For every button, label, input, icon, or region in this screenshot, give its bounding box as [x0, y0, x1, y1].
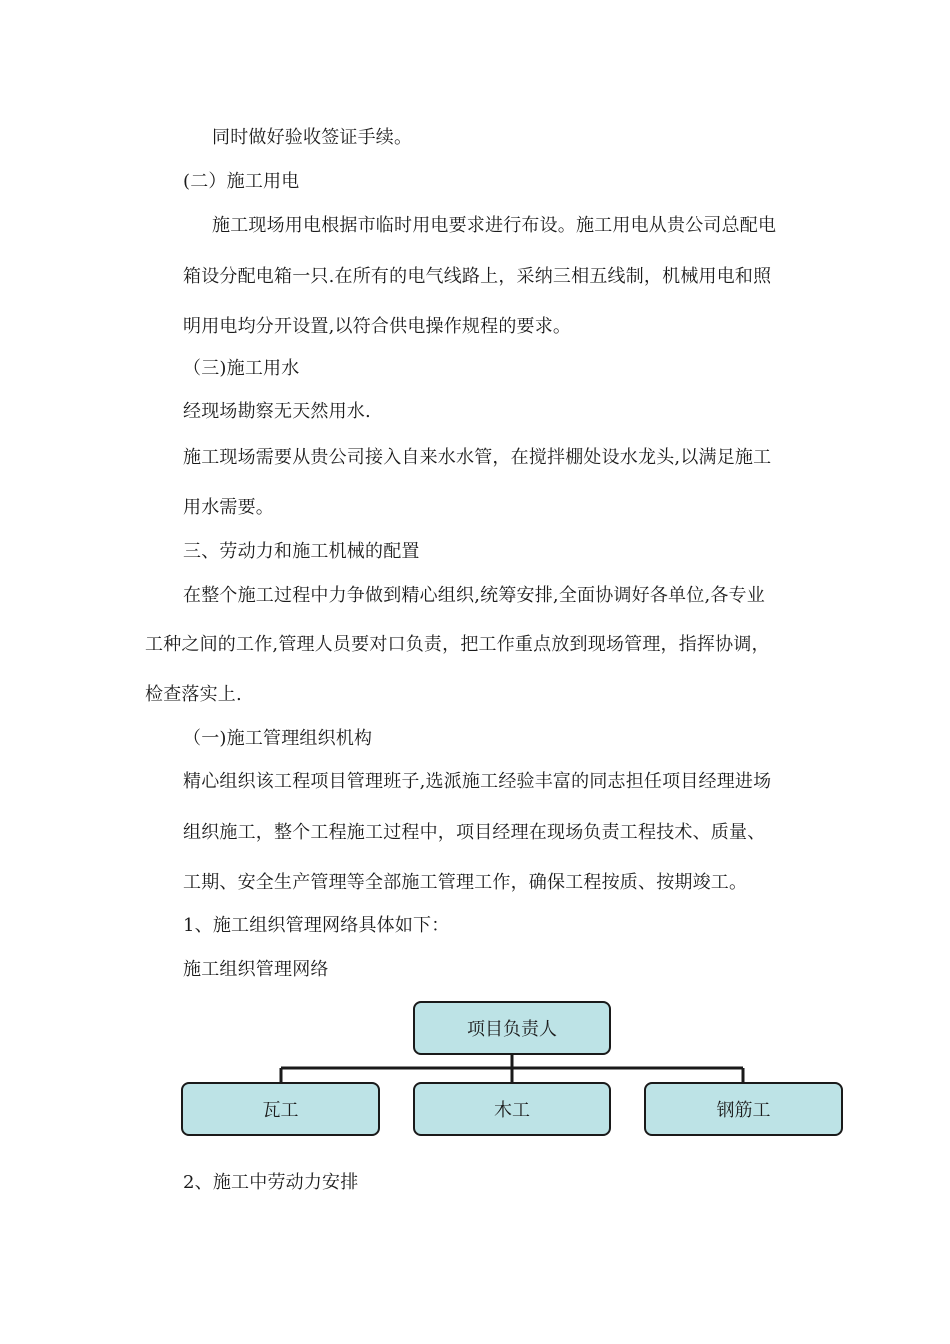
paragraph-line: 组织施工，整个工程施工过程中，项目经理在现场负责工程技术、质量、 — [183, 822, 766, 843]
org-node-child — [413, 1082, 611, 1136]
org-node-child — [644, 1082, 843, 1136]
paragraph-line: 工期、安全生产管理等全部施工管理工作，确保工程按质、按期竣工。 — [183, 872, 748, 893]
org-node-label: 木工 — [494, 1100, 530, 1121]
paragraph-line: 施工现场需要从贵公司接入自来水水管，在搅拌棚处设水龙头,以满足施工 — [183, 447, 772, 468]
paragraph-line: 同时做好验收签证手续。 — [212, 127, 413, 148]
org-node-root — [413, 1001, 611, 1055]
paragraph-line: 明用电均分开设置,以符合供电操作规程的要求。 — [183, 316, 572, 337]
org-node-label: 项目负责人 — [467, 1019, 557, 1040]
list-item: 2、施工中劳动力安排 — [183, 1172, 359, 1193]
section-heading-electricity: (二）施工用电 — [183, 171, 300, 192]
section-heading-water: （三)施工用水 — [183, 358, 300, 379]
org-node-label: 钢筋工 — [716, 1100, 771, 1121]
paragraph-line: 检查落实上. — [145, 684, 242, 705]
paragraph-line: 箱设分配电箱一只.在所有的电气线路上，采纳三相五线制，机械用电和照 — [183, 266, 772, 287]
paragraph-line: 工种之间的工作,管理人员要对口负责，把工作重点放到现场管理，指挥协调， — [145, 634, 770, 655]
list-item: 1、施工组织管理网络具体如下： — [183, 915, 450, 936]
org-node-label: 瓦工 — [262, 1100, 299, 1121]
section-heading-organization: （一)施工管理组织机构 — [183, 728, 373, 749]
paragraph-line: 施工现场用电根据市临时用电要求进行布设。施工用电从贵公司总配电 — [212, 215, 777, 236]
paragraph-line: 用水需要。 — [183, 497, 274, 518]
paragraph-line: 经现场勘察无天然用水. — [183, 401, 371, 422]
org-node-child — [181, 1082, 380, 1136]
paragraph-line: 精心组织该工程项目管理班子,选派施工经验丰富的同志担任项目经理进场 — [183, 771, 772, 792]
paragraph-line: 在整个施工过程中力争做到精心组织,统筹安排,全面协调好各单位,各专业 — [183, 585, 765, 606]
chart-caption: 施工组织管理网络 — [183, 959, 329, 980]
section-heading-labor: 三、劳动力和施工机械的配置 — [183, 541, 420, 562]
